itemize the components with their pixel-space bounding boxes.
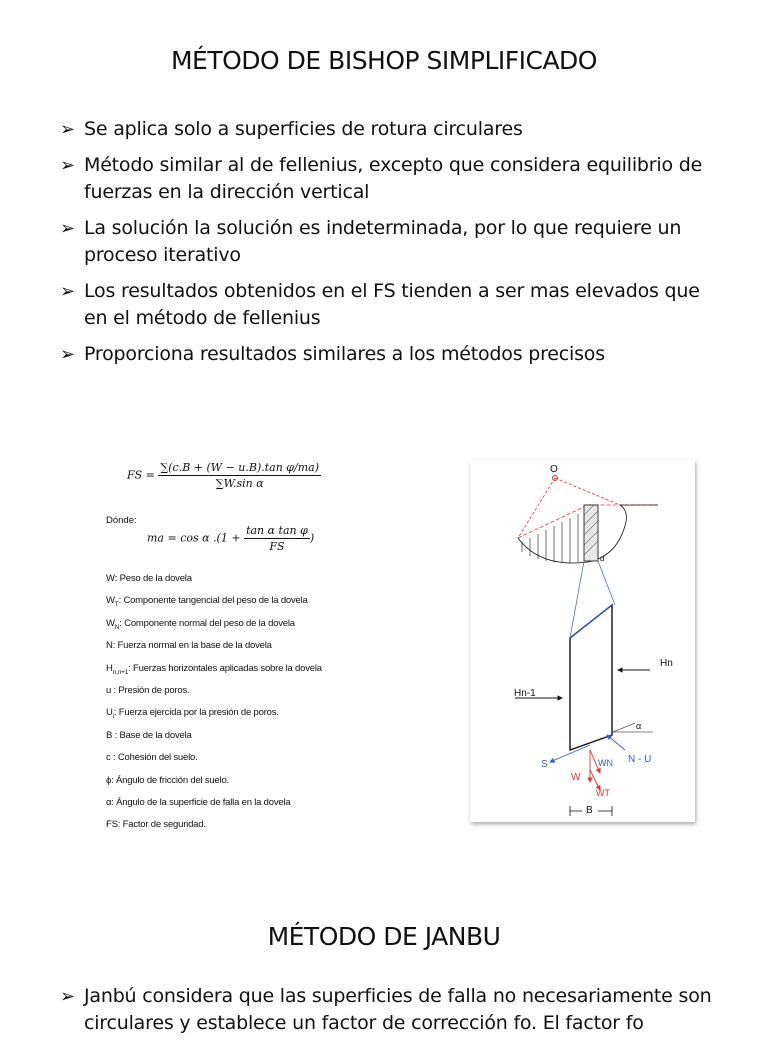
ma-formula [147,524,314,553]
definition-symbol: N [106,640,113,652]
definition-text: : Componente normal del peso de la dovela [119,617,295,629]
slice-top [570,605,612,638]
w-label: W [571,772,581,783]
ma-fraction [244,524,310,553]
bullet-item [60,116,720,143]
definition-text: : Ángulo de fricción del suelo. [111,774,230,786]
definition-item [106,619,346,633]
bullet-item [60,215,720,269]
enlarged-slice [570,605,612,750]
bullet-text: Los resultados obtenidos en el FS tienden a ser mas elevados que en el método de fellenius [84,280,700,329]
definition-symbol: U [106,707,113,719]
definition-item [106,731,346,745]
definition-symbol: W [106,595,115,607]
fs-denominator: ∑W.sin α [215,477,264,490]
center-label: O [550,464,558,475]
definition-text: : Presión de poros. [111,684,190,696]
bullet-text: Proporciona resultados similares a los métodos precisos [84,343,605,365]
bullet-text: Janbú considera que las superficies de falla no necesariamente son circulares y establece un factor de corrección fo. El factor fo [84,985,712,1034]
definition-text: : Fuerza ejercida por la presión de poros. [113,707,279,719]
definition-symbol: u [106,684,112,696]
definition-symbol: ϕ [106,774,112,786]
slice-force-diagram [470,460,695,822]
projection-line [570,561,584,638]
definition-subscript: n,n+1 [112,668,129,676]
bullet-text: La solución la solución es indeterminada, por lo que requiere un proceso iterativo [84,217,682,266]
donde-label: Dónde: [106,515,137,526]
bullet-arrow-icon: ➢ [60,218,75,239]
bullet-item [60,278,720,332]
definition-subscript: T [114,601,119,609]
section-title-bishop: MÉTODO DE BISHOP SIMPLIFICADO [170,46,597,75]
bullet-item [60,152,720,206]
definition-item [106,820,346,834]
radius-line [555,478,620,505]
bullet-text: Se aplica solo a superficies de rotura circulares [84,118,523,140]
wn-label: WN [598,758,613,768]
definition-subscript: N [114,623,120,631]
definition-text: : Peso de la dovela [114,573,192,584]
ma-formula-lhs: ma = cos α .(1 + [147,531,241,545]
fs-fraction [158,461,321,490]
definition-symbol: W [106,573,115,584]
definition-text: : Fuerza normal en la base de la dovela [112,640,272,652]
bullet-item [60,983,740,1037]
diagram-drawing [470,460,695,822]
definition-item [106,753,346,767]
slice-alpha-label: α [600,554,605,563]
janbu-bullet-list [60,983,740,1046]
definition-text: : Fuerzas horizontales aplicadas sobre la dovela [128,662,322,674]
ma-denominator: FS [269,540,285,553]
hn1-label: Hn-1 [514,688,536,699]
definition-item [106,708,346,722]
definitions-list [106,574,346,843]
hn-label: Hn [660,658,673,669]
s-label: S [541,759,548,770]
wt-label: WT [596,788,610,798]
definition-symbol: B [106,729,113,741]
definition-symbol: α [106,796,112,808]
definition-text: : Cohesión del suelo. [110,752,198,764]
definition-text: : Base de la dovela [112,729,192,741]
slice-hatching [522,514,578,563]
definition-item [106,664,346,678]
failure-arc [518,505,626,563]
definition-symbol: W [106,617,115,629]
definition-item [106,641,346,655]
nu-force-arrow [607,735,625,750]
wt-force-arrow [590,770,600,790]
bullet-item [60,341,720,368]
definition-text: : Ángulo de la superficie de falla en la dovela [111,796,291,808]
definition-item [106,686,346,700]
b-label: B [586,805,593,816]
bullet-arrow-icon: ➢ [60,281,75,302]
ma-numerator: tan α tan φ [246,524,308,537]
definition-subscript: i [112,713,114,721]
definition-text: : Factor de seguridad. [117,819,206,831]
definition-item [106,574,346,588]
nu-label: N - U [628,754,652,765]
bullet-arrow-icon: ➢ [60,119,75,140]
fs-numerator: ∑(c.B + (W − u.B).tan φ/ma) [160,461,319,474]
bullet-arrow-icon: ➢ [60,155,75,176]
ma-formula-rhs: ) [309,531,315,545]
fs-formula [127,461,321,490]
bullet-arrow-icon: ➢ [60,344,75,365]
bishop-bullet-list [60,116,720,377]
definition-symbol: H [106,662,113,674]
definition-symbol: c [106,752,111,764]
definition-item [106,596,346,610]
alpha-slope-line [613,723,635,732]
fs-formula-lhs: FS = [127,468,155,482]
bullet-arrow-icon: ➢ [60,986,75,1007]
definition-symbol: FS [106,819,118,831]
projection-line [598,561,615,605]
definition-item [106,798,346,812]
definition-item [106,776,346,790]
definition-text: : Componente tangencial del peso de la dovela [118,595,308,607]
section-title-janbu: MÉTODO DE JANBU [267,922,501,951]
alpha-label: α [636,721,642,731]
bullet-text: Método similar al de fellenius, excepto que considera equilibrio de fuerzas en la dirección vertical [84,154,703,203]
